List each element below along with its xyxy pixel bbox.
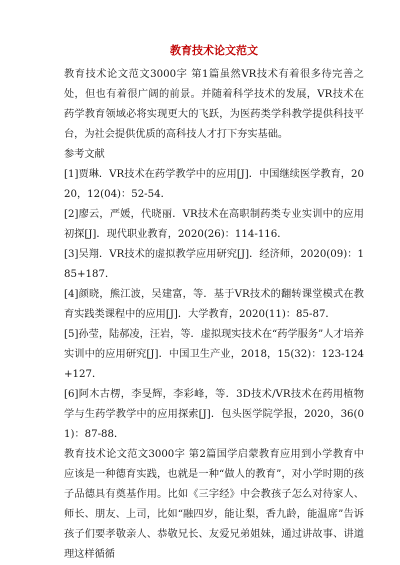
references-heading: 参考文献	[64, 149, 105, 160]
reference-item: [4]颜晓，熊江波，吴建富，等．基于VR技术的翻转课堂模式在教育实践类课程中的应用[J]．大学教育，2020(11)：85-87．	[64, 289, 364, 320]
section2-paragraph: 教育技术论文范文3000字 第2篇国学启蒙教育应用到小学教育中应该是一种德育实践，也就是一种“做人的教育”，对小学时期的孩子品德具有奠基作用。比如《三字经》中会教孩子怎么对待家人、师长、朋友、上司，比如“融四岁，能让梨，香九龄，能温席”告诉孩子们要孝敬亲人、恭敬兄长、友爱兄弟姐妹，通过讲故事、讲道理这样循循	[64, 449, 364, 560]
reference-item: [6]阿木古楞，李旻辉，李彩峰，等．3D技术/VR技术在药用植物学与生药学教学中的应用探索[J]．包头医学院学报，2020，36(01)：87-88．	[64, 389, 364, 440]
reference-item: [3]吴翔．VR技术的虚拟教学应用研究[J]．经济师，2020(09)：185+187．	[64, 249, 364, 280]
reference-item: [2]廖云，严媛，代晓丽．VR技术在高职制药类专业实训中的应用初探[J]．现代职业教育，2020(26)：114-116．	[64, 209, 364, 240]
reference-item: [5]孙莹，陆郝凌，汪岩，等．虚拟现实技术在“药学服务”人才培养实训中的应用研究[J]．中国卫生产业，2018，15(32)：123-124+127．	[64, 329, 364, 380]
reference-item: [1]贾琳．VR技术在药学教学中的应用[J]．中国继续医学教育，2020，12(04)：52-54．	[64, 169, 364, 200]
document-title: 教育技术论文范文	[170, 44, 258, 57]
intro-paragraph: 教育技术论文范文3000字 第1篇虽然VR技术有着很多待完善之处，但也有着很广阔的前景。并随着科学技术的发展，VR技术在药学教育领域必将实现更大的飞跃，为医药类学科教学提供科技平台，为社会提供优质的高科技人才打下夯实基础。	[64, 69, 364, 140]
